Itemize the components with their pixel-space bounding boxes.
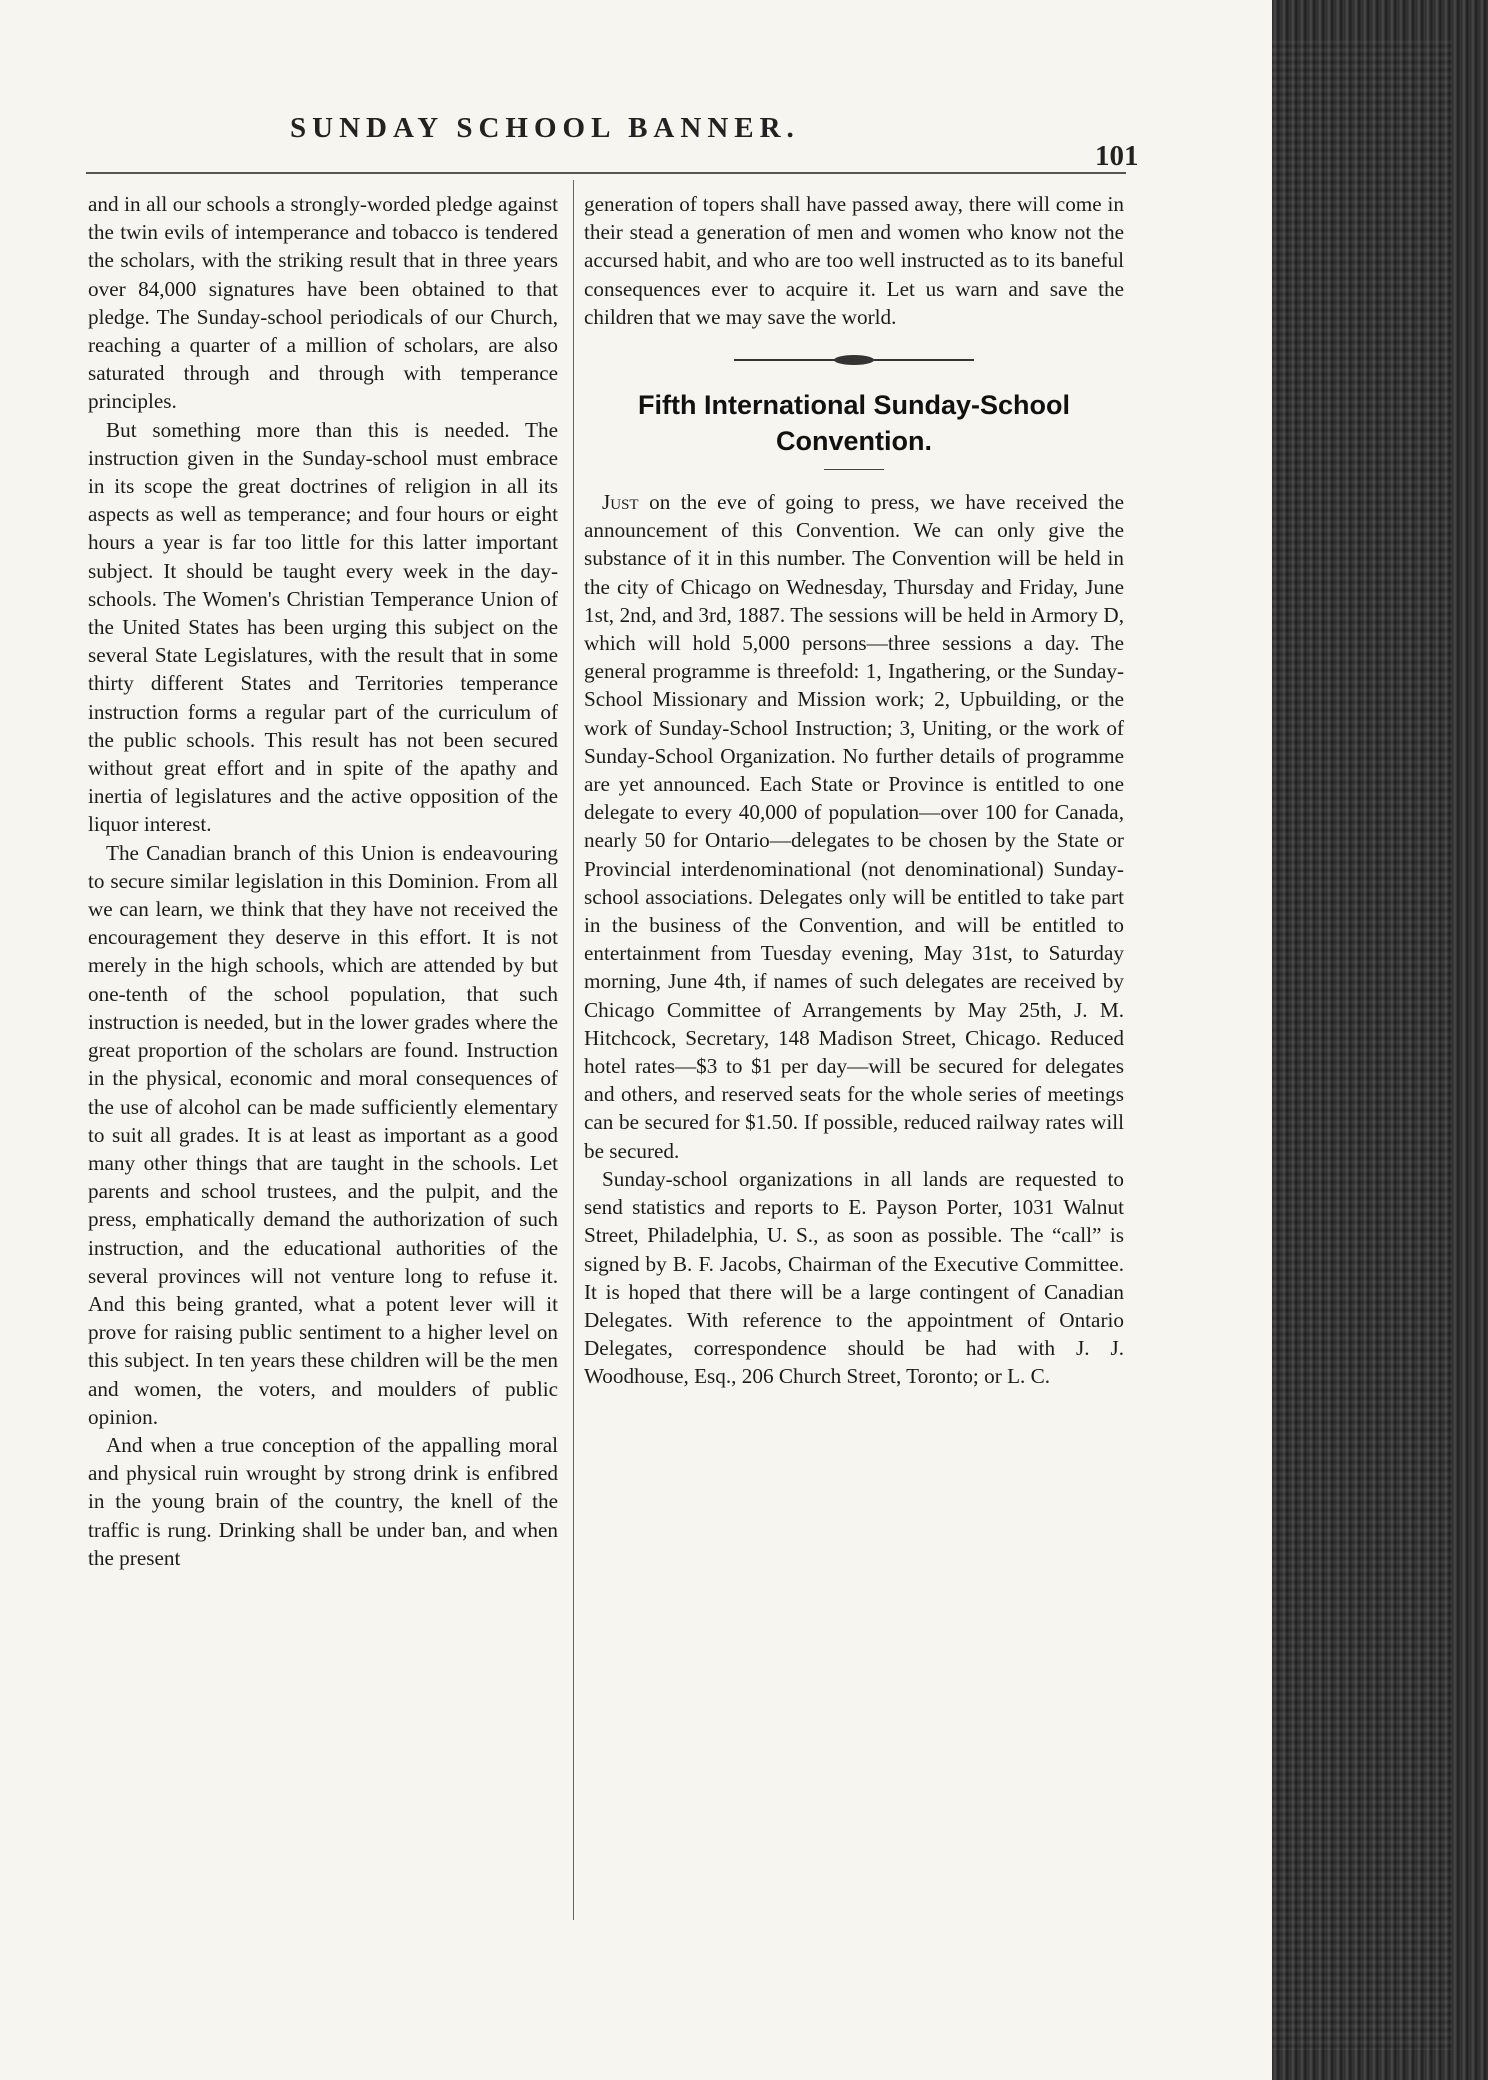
paragraph: But something more than this is needed. The instruction given in the Sunday-school must embrace in its scope the great doctrines of religion in all its aspects as well as temperance; and four hours or eight hours a year is far too little for this latter important subject. It should be taught every week in the day-schools. The Women's Christian Temperance Union of the United States has been urging this subject on the several State Legislatures, with the result that in some thirty different States and Territories temperance instruction forms a regular part of the curriculum of the public schools. This result has not been secured without great effort and in spite of the apathy and inertia of legislatures and the active opposition of the liquor interest. bbox=[88, 417, 558, 837]
paragraph bbox=[584, 488, 1124, 1165]
headline-rule bbox=[824, 469, 884, 470]
ornament-divider bbox=[584, 355, 1124, 365]
page-number: 101 bbox=[1095, 140, 1139, 172]
paragraph-text: on the eve of going to press, we have received the announcement of this Convention. We can only give the substance of it in this number. The Convention will be held in the city of Chicago on Wednesday, Thursday and Friday, June 1st, 2nd, and 3rd, 1887. The sessions will be held in Armory D, which will hold 5,000 persons—three sessions a day. The general programme is threefold: 1, Ingathering, or the Sunday-School Missionary and Mission work; 2, Upbuilding, or the work of Sunday-School Instruction; 3, Uniting, or the work of Sunday-School Organization. No further details of programme are yet announced. Each State or Province is entitled to one delegate to every 40,000 of population—over 100 for Canada, nearly 50 for Ontario—delegates to be chosen by the State or Provincial interdenominational (not denominational) Sunday-school associations. Delegates only will be entitled to take part in the business of the Convention, and will be entitled to entertainment from Tuesday evening, May 31st, to Saturday morning, June 4th, if names of such delegates are received by Chicago Committee of Arrangements by May 25th, J. M. Hitchcock, Secretary, 148 Madison Street, Chicago. Reduced hotel rates—$3 to $1 per day—will be secured for delegates and others, and reserved seats for the whole series of meetings can be secured for $1.50. If possible, reduced railway rates will be secured. bbox=[584, 490, 1125, 1163]
paragraph: and in all our schools a strongly-worded pledge against the twin evils of intemperance and tobacco is tendered the scholars, with the striking result that in three years over 84,000 signatures have been obtained to that pledge. The Sunday-school periodicals of our Church, reaching a quarter of a million of scholars, are also saturated through and through with temperance principles. bbox=[88, 192, 558, 414]
paragraph: generation of topers shall have passed away, there will come in their stead a generation of men and women who know not the accursed habit, and who are too well instructed as to its baneful consequences ever to acquire it. Let us warn and save the children that we may save the world. bbox=[584, 192, 1124, 329]
article-headline: Fifth International Sunday-School Convention. bbox=[638, 390, 1070, 457]
paragraph: Sunday-school organizations in all lands are requested to send statistics and reports to E. Payson Porter, 1031 Walnut Street, Philadelphia, U. S., as soon as possible. The “call” is signed by B. F. Jacobs, Chairman of the Executive Committee. It is hoped that there will be a large contingent of Canadian Delegates. With reference to the appointment of Ontario Delegates, correspondence should be had with J. J. Woodhouse, Esq., 206 Church Street, Toronto; or L. C. bbox=[584, 1166, 1124, 1389]
header-rule bbox=[86, 172, 1126, 174]
paragraph: The Canadian branch of this Union is endeavouring to secure similar legislation in this Dominion. From all we can learn, we think that they have not received the encouragement they deserve in this effort. It is not merely in the high schools, which are attended by but one-tenth of the school population, that such instruction is needed, but in the lower grades where the great proportion of the scholars are found. Instruction in the physical, economic and moral consequences of the use of alcohol can be made sufficiently elementary to suit all grades. It is at least as important as a good many other things that are taught in the schools. Let parents and school trustees, and the pulpit, and the press, emphatically demand the authorization of such instruction, and the educational authorities of the several provinces will not venture long to refuse it. And this being granted, what a potent lever will it prove for raising public sentiment to a higher level on this subject. In ten years these children will be the men and women, the voters, and moulders of public opinion. bbox=[88, 840, 558, 1429]
book-edge-texture bbox=[1272, 40, 1452, 2050]
column-divider bbox=[573, 180, 574, 1920]
left-column bbox=[88, 190, 558, 1572]
running-header: SUNDAY SCHOOL BANNER. bbox=[290, 112, 800, 144]
lead-word: Just bbox=[602, 490, 639, 515]
paragraph: And when a true conception of the appalling moral and physical ruin wrought by strong drink is enfibred in the young brain of the country, the knell of the traffic is rung. Drinking shall be under ban, and when the present bbox=[88, 1432, 558, 1570]
right-column bbox=[584, 190, 1124, 1391]
